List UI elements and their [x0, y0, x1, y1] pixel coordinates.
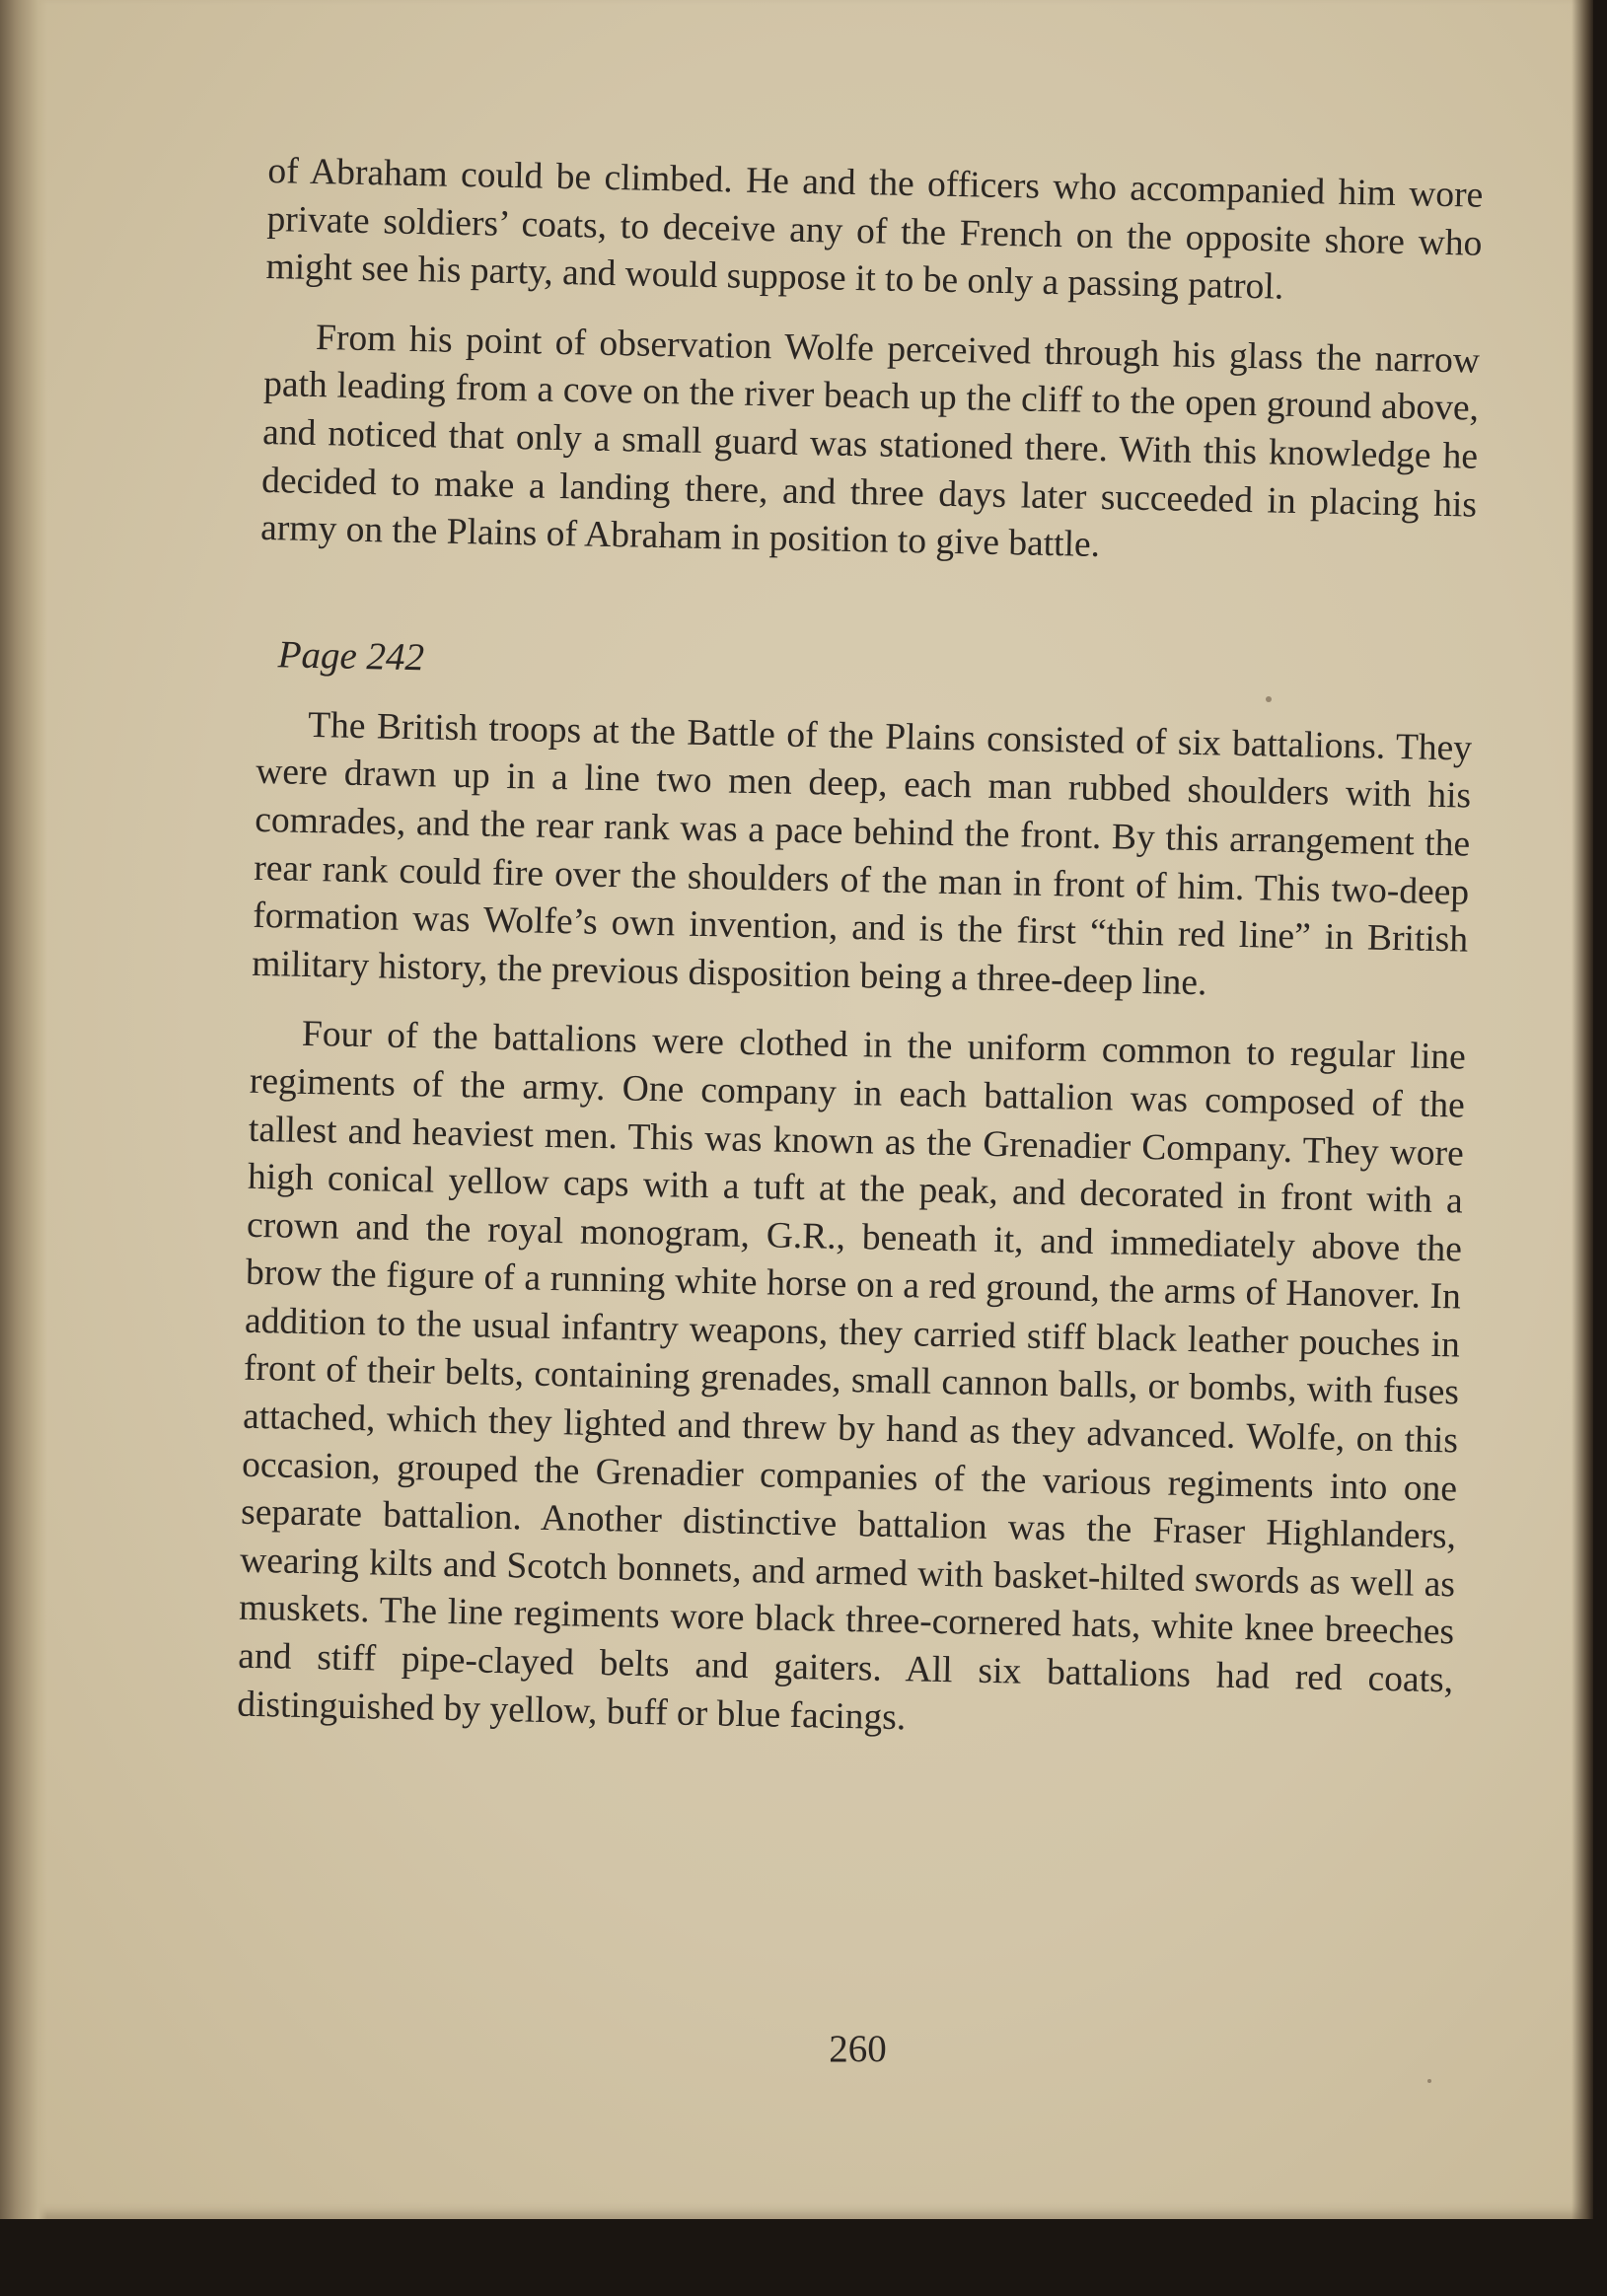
- page-number: 260: [829, 2028, 887, 2070]
- book-gutter-shadow: [0, 0, 47, 2219]
- body-text: [237, 148, 1484, 1754]
- paragraph-british-troops: The British troops at the Battle of the Plains consisted of six battalions. They were drawn up in a line two men deep, each man rubbed shoulders with his comrades, and the rear rank was a pace behind the front. By this arrangement the rear rank could fire over the shoulders of the man in front of him. This two-deep formation was Wolfe’s own invention, and is the first “thin red line” in British military history, the previous disposition being a three-deep line.: [251, 704, 1473, 1003]
- paragraph-observation: From his point of observation Wolfe perceived through his glass the narrow path leading from a cove on the river beach up the cliff to the open ground above, and noticed that only a small guard was stationed there. With this knowledge he decided to make a landing there, and three days later succeeded in placing his army on the Plains of Abraham in position to give battle.: [259, 317, 1481, 566]
- paragraph-battalions-uniform: Four of the battalions were clothed in the uniform common to regular line regiments of the army. One company in each battalion was composed of the tallest and heaviest men. This was known as the Grenadier Company. They wore high conical yellow caps with a tuft at the peak, and decorated in front with a crown and the royal monogram, G.R., beneath it, and immediately above the brow the figure of a running white horse on a red ground, the arms of Hanover. In addition to the usual infantry weapons, they carried stiff black leather pouches in front of their belts, containing grenades, small cannon balls, or bombs, with fuses attached, which they lighted and threw by hand as they advanced. Wolfe, on this occasion, grouped the Grenadier companies of the various regiments into one separate battalion. Another distinctive battalion was the Fraser Highlanders, wearing kilts and Scotch bonnets, and armed with basket-hilted swords as well as muskets. The line regiments wore black three-cornered hats, white knee breeches and stiff pipe-clayed belts and gaiters. All six battalions had red coats, distinguished by yellow, buff or blue facings.: [236, 1014, 1467, 1738]
- page-edge-shadow: [1571, 0, 1593, 2219]
- paragraph-continued: of Abraham could be climbed. He and the officers who accompanied him wore private soldiers’ coats, to deceive any of the French on the opposite shore who might see his party, and would suppose it to be only a passing patrol.: [265, 150, 1484, 308]
- section-heading: Page 242: [277, 633, 425, 680]
- paper-speck: [1427, 2079, 1431, 2083]
- paper-speck: [1266, 696, 1272, 702]
